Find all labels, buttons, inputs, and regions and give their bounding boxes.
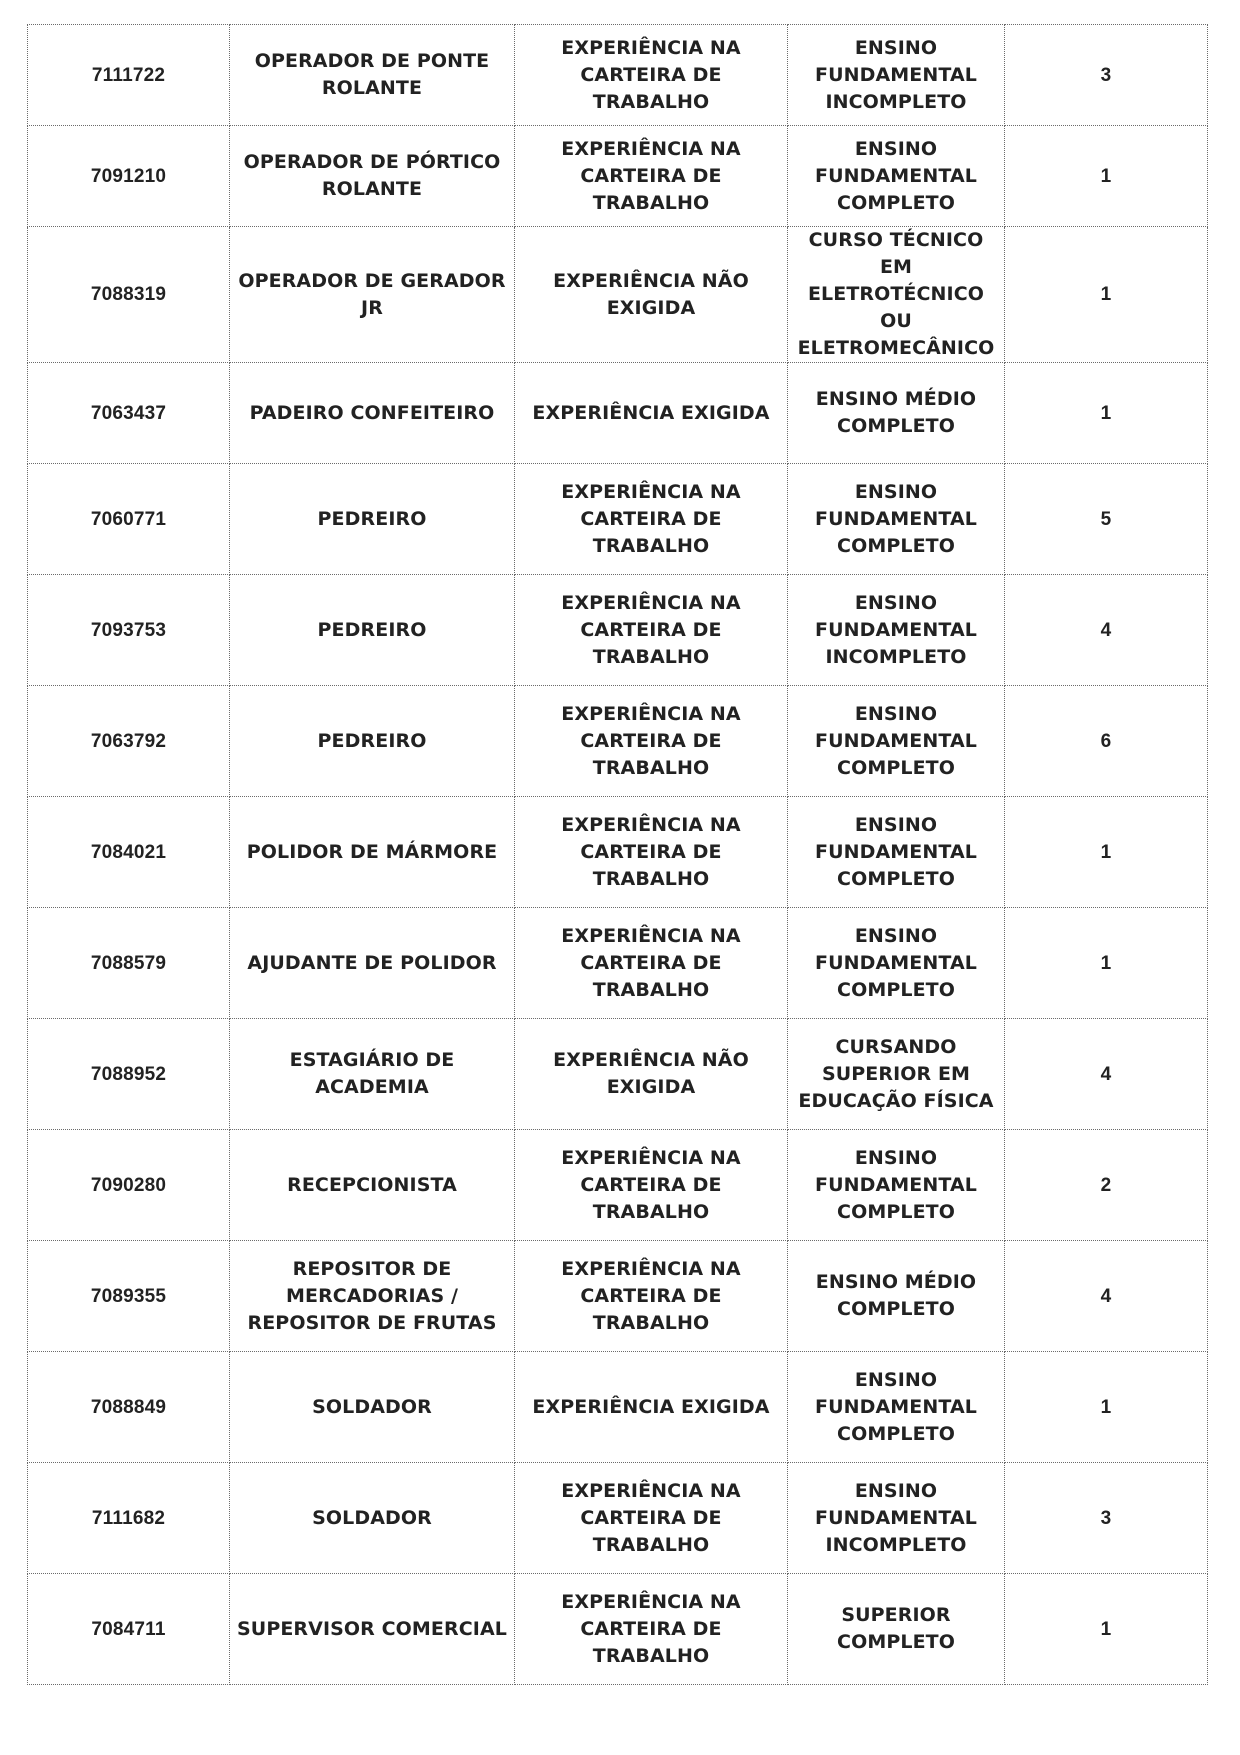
education-requirement: ENSINO FUNDAMENTAL INCOMPLETO	[788, 575, 1005, 686]
job-code: 7084021	[28, 797, 230, 908]
table-row	[28, 464, 1208, 575]
table-row	[28, 686, 1208, 797]
education-requirement: ENSINO FUNDAMENTAL INCOMPLETO	[788, 1463, 1005, 1574]
table-row	[28, 1574, 1208, 1685]
vacancy-count: 4	[1005, 1019, 1208, 1130]
experience-requirement: EXPERIÊNCIA NA CARTEIRA DE TRABALHO	[515, 686, 788, 797]
education-requirement: ENSINO MÉDIO COMPLETO	[788, 363, 1005, 464]
vacancy-count: 2	[1005, 1130, 1208, 1241]
vacancy-count: 4	[1005, 575, 1208, 686]
job-listings-body	[28, 25, 1208, 1685]
job-code: 7084711	[28, 1574, 230, 1685]
experience-requirement: EXPERIÊNCIA NA CARTEIRA DE TRABALHO	[515, 575, 788, 686]
table-row	[28, 25, 1208, 126]
education-requirement: ENSINO FUNDAMENTAL COMPLETO	[788, 126, 1005, 227]
vacancy-count: 1	[1005, 227, 1208, 363]
education-requirement: ENSINO FUNDAMENTAL COMPLETO	[788, 686, 1005, 797]
job-code: 7091210	[28, 126, 230, 227]
job-code: 7093753	[28, 575, 230, 686]
job-title: AJUDANTE DE POLIDOR	[230, 908, 515, 1019]
job-code: 7088952	[28, 1019, 230, 1130]
table-row	[28, 227, 1208, 363]
vacancy-count: 1	[1005, 363, 1208, 464]
job-code: 7090280	[28, 1130, 230, 1241]
experience-requirement: EXPERIÊNCIA NA CARTEIRA DE TRABALHO	[515, 1574, 788, 1685]
job-title: PEDREIRO	[230, 575, 515, 686]
education-requirement: ENSINO FUNDAMENTAL COMPLETO	[788, 797, 1005, 908]
job-code: 7088319	[28, 227, 230, 363]
vacancy-count: 1	[1005, 126, 1208, 227]
experience-requirement: EXPERIÊNCIA NA CARTEIRA DE TRABALHO	[515, 126, 788, 227]
job-title: RECEPCIONISTA	[230, 1130, 515, 1241]
table-row	[28, 1130, 1208, 1241]
table-row	[28, 1019, 1208, 1130]
job-code: 7111682	[28, 1463, 230, 1574]
education-requirement: ENSINO MÉDIO COMPLETO	[788, 1241, 1005, 1352]
vacancy-count: 1	[1005, 1574, 1208, 1685]
experience-requirement: EXPERIÊNCIA NA CARTEIRA DE TRABALHO	[515, 797, 788, 908]
job-code: 7060771	[28, 464, 230, 575]
education-requirement: ENSINO FUNDAMENTAL INCOMPLETO	[788, 25, 1005, 126]
vacancy-count: 4	[1005, 1241, 1208, 1352]
experience-requirement: EXPERIÊNCIA EXIGIDA	[515, 363, 788, 464]
job-code: 7089355	[28, 1241, 230, 1352]
job-title: SOLDADOR	[230, 1463, 515, 1574]
job-title: REPOSITOR DE MERCADORIAS / REPOSITOR DE FRUTAS	[230, 1241, 515, 1352]
table-row	[28, 363, 1208, 464]
job-title: PEDREIRO	[230, 464, 515, 575]
job-title: SUPERVISOR COMERCIAL	[230, 1574, 515, 1685]
education-requirement: CURSO TÉCNICO EM ELETROTÉCNICO OU ELETROMECÂNICO	[788, 227, 1005, 363]
vacancy-count: 3	[1005, 1463, 1208, 1574]
job-title: ESTAGIÁRIO DE ACADEMIA	[230, 1019, 515, 1130]
experience-requirement: EXPERIÊNCIA NA CARTEIRA DE TRABALHO	[515, 908, 788, 1019]
vacancy-count: 6	[1005, 686, 1208, 797]
table-row	[28, 1241, 1208, 1352]
job-title: PADEIRO CONFEITEIRO	[230, 363, 515, 464]
table-row	[28, 575, 1208, 686]
education-requirement: ENSINO FUNDAMENTAL COMPLETO	[788, 908, 1005, 1019]
job-code: 7088849	[28, 1352, 230, 1463]
experience-requirement: EXPERIÊNCIA EXIGIDA	[515, 1352, 788, 1463]
vacancy-count: 1	[1005, 797, 1208, 908]
experience-requirement: EXPERIÊNCIA NA CARTEIRA DE TRABALHO	[515, 1463, 788, 1574]
job-code: 7063437	[28, 363, 230, 464]
job-code: 7088579	[28, 908, 230, 1019]
job-title: OPERADOR DE PONTE ROLANTE	[230, 25, 515, 126]
table-row	[28, 126, 1208, 227]
table-row	[28, 1352, 1208, 1463]
experience-requirement: EXPERIÊNCIA NA CARTEIRA DE TRABALHO	[515, 25, 788, 126]
education-requirement: CURSANDO SUPERIOR EM EDUCAÇÃO FÍSICA	[788, 1019, 1005, 1130]
vacancy-count: 1	[1005, 1352, 1208, 1463]
education-requirement: ENSINO FUNDAMENTAL COMPLETO	[788, 464, 1005, 575]
table-row	[28, 1463, 1208, 1574]
job-listings-table	[27, 24, 1208, 1685]
education-requirement: ENSINO FUNDAMENTAL COMPLETO	[788, 1352, 1005, 1463]
experience-requirement: EXPERIÊNCIA NÃO EXIGIDA	[515, 227, 788, 363]
vacancy-count: 5	[1005, 464, 1208, 575]
table-row	[28, 797, 1208, 908]
education-requirement: ENSINO FUNDAMENTAL COMPLETO	[788, 1130, 1005, 1241]
education-requirement: SUPERIOR COMPLETO	[788, 1574, 1005, 1685]
job-title: SOLDADOR	[230, 1352, 515, 1463]
experience-requirement: EXPERIÊNCIA NA CARTEIRA DE TRABALHO	[515, 1241, 788, 1352]
job-title: PEDREIRO	[230, 686, 515, 797]
vacancy-count: 3	[1005, 25, 1208, 126]
experience-requirement: EXPERIÊNCIA NA CARTEIRA DE TRABALHO	[515, 1130, 788, 1241]
vacancy-count: 1	[1005, 908, 1208, 1019]
experience-requirement: EXPERIÊNCIA NÃO EXIGIDA	[515, 1019, 788, 1130]
experience-requirement: EXPERIÊNCIA NA CARTEIRA DE TRABALHO	[515, 464, 788, 575]
table-row	[28, 908, 1208, 1019]
job-title: OPERADOR DE PÓRTICO ROLANTE	[230, 126, 515, 227]
job-title: OPERADOR DE GERADOR JR	[230, 227, 515, 363]
job-code: 7111722	[28, 25, 230, 126]
job-title: POLIDOR DE MÁRMORE	[230, 797, 515, 908]
job-listings-sheet	[27, 24, 1207, 1685]
job-code: 7063792	[28, 686, 230, 797]
